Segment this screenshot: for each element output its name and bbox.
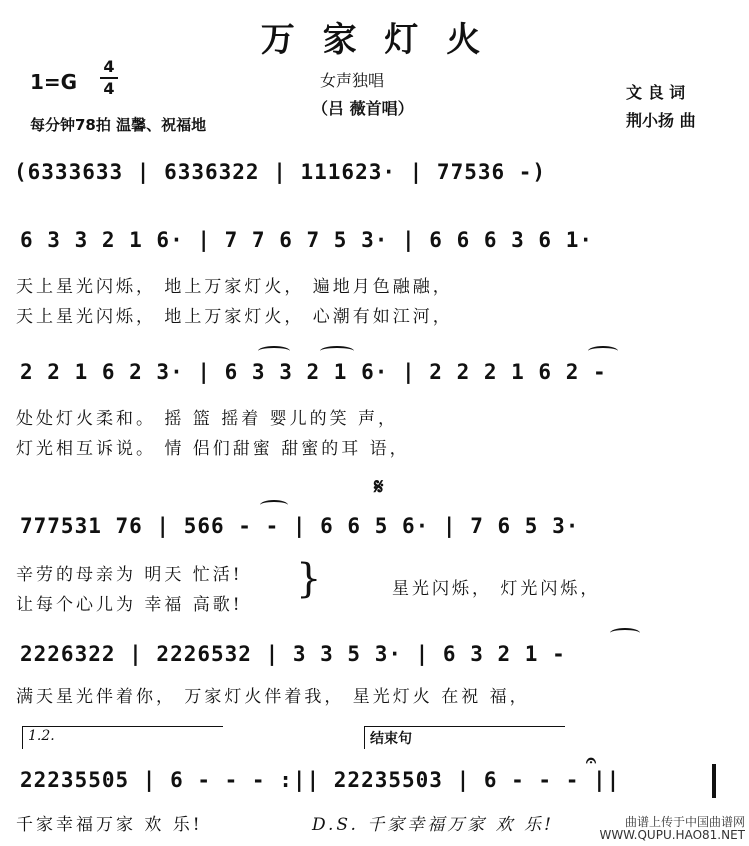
lyric-row-5: 千家幸福万家 欢 乐! bbox=[16, 815, 203, 835]
key-signature: 1=G bbox=[30, 70, 78, 94]
staff-row-4: 2226322 | 2226532 | 3 3 5 3· | 6 3 2 1 - bbox=[20, 642, 566, 666]
lyricist-credit: 文 良 词 bbox=[626, 83, 686, 102]
genre-label: 女声独唱 bbox=[320, 71, 385, 90]
fermata-icon: 𝄐 bbox=[586, 750, 597, 771]
time-signature bbox=[100, 58, 118, 98]
staff-row-5: 22235505 | 6 - - - :|| 22235503 | 6 - - - || bbox=[20, 768, 621, 792]
lyric-row-4: 满天星光伴着你， 万家灯火伴着我， 星光灯火 在祝 福， bbox=[16, 687, 530, 707]
meter-top: 4 bbox=[103, 57, 115, 76]
lyric-row-2-verse-2: 灯光相互诉说。 情 侣们甜蜜 甜蜜的耳 语， bbox=[16, 439, 410, 459]
staff-row-3: 777531 76 | 566 - - | 6 6 5 6· | 7 6 5 3· bbox=[20, 514, 580, 538]
meter-bottom: 4 bbox=[103, 79, 115, 98]
composer-credit: 荆小扬 曲 bbox=[626, 111, 696, 130]
lyric-row-3-verse-2: 让每个心儿为 幸福 高歌! bbox=[16, 595, 243, 615]
lyric-row-3-verse-1: 辛劳的母亲为 明天 忙活! bbox=[16, 565, 243, 585]
lyric-row-3-refrain: 星光闪烁， 灯光闪烁， bbox=[392, 579, 601, 599]
segno-sign: 𝄋 bbox=[374, 474, 384, 500]
first-ending-label: 1.2. bbox=[28, 728, 55, 744]
lyric-row-1-verse-2: 天上星光闪烁， 地上万家灯火， 心潮有如江河， bbox=[16, 307, 453, 327]
watermark-line-2: WWW.QUPU.HAO81.NET bbox=[599, 828, 745, 842]
page-title: 万 家 灯 火 bbox=[260, 20, 489, 60]
watermark-line-1: 曲谱上传于中国曲谱网 bbox=[624, 815, 745, 829]
tempo-marking: 每分钟78拍 温馨、祝福地 bbox=[30, 116, 207, 134]
final-ending-label: 结束句 bbox=[370, 731, 412, 747]
verse-brace: } bbox=[296, 556, 322, 602]
lyric-row-2-verse-1: 处处灯火柔和。 摇 篮 摇着 婴儿的笑 声， bbox=[16, 409, 399, 429]
lyric-row-1-verse-1: 天上星光闪烁， 地上万家灯火， 遍地月色融融， bbox=[16, 277, 453, 297]
staff-row-2: 2 2 1 6 2 3· | 6 3 3 2 1 6· | 2 2 2 1 6 2 - bbox=[20, 360, 607, 384]
staff-row-1: 6 3 3 2 1 6· | 7 7 6 7 5 3· | 6 6 6 3 6 1· bbox=[20, 228, 594, 252]
lyric-row-5-ds: D.S. 千家幸福万家 欢 乐! bbox=[312, 815, 554, 835]
watermark bbox=[599, 816, 745, 842]
staff-row-intro: (6333633 | 6336322 | 111623· | 77536 -) bbox=[14, 160, 547, 184]
premiere-label: （吕 薇首唱） bbox=[312, 99, 414, 118]
